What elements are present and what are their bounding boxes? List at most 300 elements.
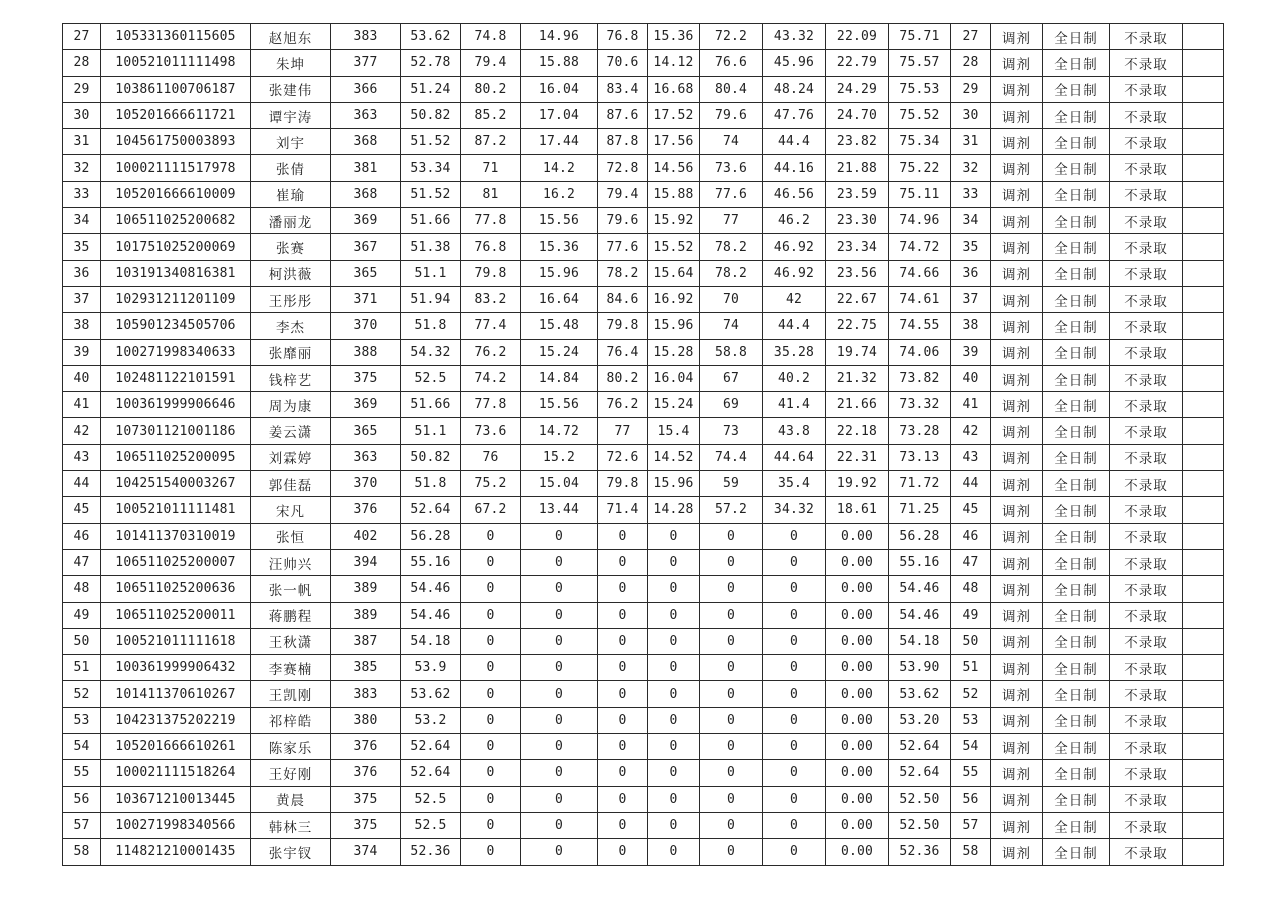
rank-cell: 45 (951, 497, 991, 523)
rank-cell: 52 (951, 681, 991, 707)
seq-cell: 35 (63, 234, 101, 260)
retest-total-cell: 0.00 (826, 786, 889, 812)
retest-total-cell: 0.00 (826, 655, 889, 681)
table-row (63, 444, 1224, 470)
initial-score-cell: 369 (331, 392, 401, 418)
interview-c-cell: 0 (700, 734, 763, 760)
table-row (63, 155, 1224, 181)
interview-c-cell: 0 (700, 707, 763, 733)
seq-cell: 34 (63, 208, 101, 234)
table-row (63, 628, 1224, 654)
interview-a-cell: 0 (461, 549, 521, 575)
interview-b-cell: 87.8 (598, 129, 648, 155)
name-cell: 张宇钗 (251, 839, 331, 865)
interview-c-cell: 0 (700, 812, 763, 838)
interview-a-cell: 83.2 (461, 286, 521, 312)
name-cell: 张赛 (251, 234, 331, 260)
blank-cell (1183, 392, 1224, 418)
result-cell: 不录取 (1110, 102, 1183, 128)
seq-cell: 52 (63, 681, 101, 707)
interview-b-weighted-cell: 15.36 (648, 24, 700, 50)
interview-a-weighted-cell: 15.24 (521, 339, 598, 365)
retest-total-cell: 0.00 (826, 812, 889, 838)
interview-c-weighted-cell: 34.32 (763, 497, 826, 523)
exam-id-cell: 100021111517978 (101, 155, 251, 181)
interview-a-weighted-cell: 15.36 (521, 234, 598, 260)
rank-cell: 54 (951, 734, 991, 760)
name-cell: 赵旭东 (251, 24, 331, 50)
interview-c-weighted-cell: 0 (763, 602, 826, 628)
interview-a-cell: 77.8 (461, 208, 521, 234)
study-mode-cell: 全日制 (1043, 523, 1110, 549)
interview-b-cell: 78.2 (598, 260, 648, 286)
initial-score-cell: 375 (331, 365, 401, 391)
study-mode-cell: 全日制 (1043, 549, 1110, 575)
seq-cell: 45 (63, 497, 101, 523)
interview-a-cell: 76.8 (461, 234, 521, 260)
interview-c-weighted-cell: 35.28 (763, 339, 826, 365)
exam-id-cell: 104561750003893 (101, 129, 251, 155)
initial-score-cell: 370 (331, 313, 401, 339)
interview-a-cell: 76 (461, 444, 521, 470)
retest-total-cell: 0.00 (826, 602, 889, 628)
seq-cell: 46 (63, 523, 101, 549)
interview-c-weighted-cell: 0 (763, 734, 826, 760)
table-row (63, 24, 1224, 50)
study-mode-cell: 全日制 (1043, 365, 1110, 391)
interview-c-cell: 0 (700, 523, 763, 549)
rank-cell: 55 (951, 760, 991, 786)
interview-c-cell: 70 (700, 286, 763, 312)
study-mode-cell: 全日制 (1043, 24, 1110, 50)
interview-b-cell: 0 (598, 628, 648, 654)
interview-a-cell: 73.6 (461, 418, 521, 444)
name-cell: 崔瑜 (251, 181, 331, 207)
initial-weighted-cell: 53.34 (401, 155, 461, 181)
retest-total-cell: 0.00 (826, 839, 889, 865)
type-cell: 调剂 (991, 734, 1043, 760)
interview-b-cell: 0 (598, 602, 648, 628)
initial-weighted-cell: 52.64 (401, 760, 461, 786)
initial-score-cell: 375 (331, 786, 401, 812)
interview-a-cell: 74.2 (461, 365, 521, 391)
blank-cell (1183, 707, 1224, 733)
name-cell: 张恒 (251, 523, 331, 549)
final-score-cell: 54.46 (889, 602, 951, 628)
interview-a-cell: 79.4 (461, 50, 521, 76)
interview-a-cell: 0 (461, 655, 521, 681)
retest-total-cell: 23.82 (826, 129, 889, 155)
initial-score-cell: 394 (331, 549, 401, 575)
interview-b-cell: 76.2 (598, 392, 648, 418)
interview-c-cell: 78.2 (700, 234, 763, 260)
table-row (63, 50, 1224, 76)
rank-cell: 33 (951, 181, 991, 207)
interview-b-weighted-cell: 0 (648, 655, 700, 681)
initial-score-cell: 363 (331, 444, 401, 470)
final-score-cell: 74.55 (889, 313, 951, 339)
study-mode-cell: 全日制 (1043, 497, 1110, 523)
type-cell: 调剂 (991, 602, 1043, 628)
interview-b-cell: 70.6 (598, 50, 648, 76)
study-mode-cell: 全日制 (1043, 392, 1110, 418)
name-cell: 韩林三 (251, 812, 331, 838)
interview-b-cell: 72.6 (598, 444, 648, 470)
interview-c-cell: 79.6 (700, 102, 763, 128)
name-cell: 张一帆 (251, 576, 331, 602)
study-mode-cell: 全日制 (1043, 707, 1110, 733)
interview-a-weighted-cell: 0 (521, 523, 598, 549)
retest-total-cell: 24.29 (826, 76, 889, 102)
interview-b-cell: 79.4 (598, 181, 648, 207)
interview-b-weighted-cell: 17.56 (648, 129, 700, 155)
exam-id-cell: 106511025200011 (101, 602, 251, 628)
seq-cell: 32 (63, 155, 101, 181)
rank-cell: 42 (951, 418, 991, 444)
interview-a-cell: 85.2 (461, 102, 521, 128)
initial-weighted-cell: 51.52 (401, 181, 461, 207)
final-score-cell: 54.46 (889, 576, 951, 602)
study-mode-cell: 全日制 (1043, 444, 1110, 470)
type-cell: 调剂 (991, 129, 1043, 155)
table-row (63, 313, 1224, 339)
interview-c-cell: 74.4 (700, 444, 763, 470)
initial-score-cell: 369 (331, 208, 401, 234)
type-cell: 调剂 (991, 234, 1043, 260)
interview-a-cell: 71 (461, 155, 521, 181)
exam-id-cell: 105901234505706 (101, 313, 251, 339)
interview-b-cell: 0 (598, 655, 648, 681)
name-cell: 李杰 (251, 313, 331, 339)
exam-id-cell: 102931211201109 (101, 286, 251, 312)
result-cell: 不录取 (1110, 234, 1183, 260)
study-mode-cell: 全日制 (1043, 286, 1110, 312)
exam-id-cell: 101751025200069 (101, 234, 251, 260)
type-cell: 调剂 (991, 655, 1043, 681)
result-cell: 不录取 (1110, 681, 1183, 707)
interview-b-weighted-cell: 14.52 (648, 444, 700, 470)
interview-b-cell: 72.8 (598, 155, 648, 181)
retest-total-cell: 0.00 (826, 734, 889, 760)
type-cell: 调剂 (991, 418, 1043, 444)
rank-cell: 28 (951, 50, 991, 76)
interview-a-cell: 0 (461, 602, 521, 628)
result-cell: 不录取 (1110, 444, 1183, 470)
type-cell: 调剂 (991, 339, 1043, 365)
name-cell: 谭宇涛 (251, 102, 331, 128)
initial-score-cell: 381 (331, 155, 401, 181)
seq-cell: 37 (63, 286, 101, 312)
name-cell: 李赛楠 (251, 655, 331, 681)
interview-a-cell: 74.8 (461, 24, 521, 50)
retest-total-cell: 23.30 (826, 208, 889, 234)
seq-cell: 56 (63, 786, 101, 812)
interview-c-weighted-cell: 46.92 (763, 234, 826, 260)
seq-cell: 57 (63, 812, 101, 838)
interview-b-weighted-cell: 15.96 (648, 313, 700, 339)
blank-cell (1183, 628, 1224, 654)
initial-score-cell: 370 (331, 471, 401, 497)
rank-cell: 46 (951, 523, 991, 549)
interview-a-weighted-cell: 15.48 (521, 313, 598, 339)
result-cell: 不录取 (1110, 24, 1183, 50)
seq-cell: 40 (63, 365, 101, 391)
seq-cell: 39 (63, 339, 101, 365)
interview-b-cell: 0 (598, 760, 648, 786)
result-cell: 不录取 (1110, 812, 1183, 838)
final-score-cell: 75.71 (889, 24, 951, 50)
rank-cell: 58 (951, 839, 991, 865)
initial-weighted-cell: 52.5 (401, 812, 461, 838)
interview-b-cell: 0 (598, 681, 648, 707)
interview-c-weighted-cell: 46.56 (763, 181, 826, 207)
seq-cell: 51 (63, 655, 101, 681)
interview-b-cell: 79.8 (598, 313, 648, 339)
seq-cell: 31 (63, 129, 101, 155)
initial-weighted-cell: 54.46 (401, 602, 461, 628)
name-cell: 张倩 (251, 155, 331, 181)
score-table-sheet (62, 23, 1223, 866)
interview-c-cell: 0 (700, 628, 763, 654)
type-cell: 调剂 (991, 24, 1043, 50)
blank-cell (1183, 286, 1224, 312)
type-cell: 调剂 (991, 812, 1043, 838)
interview-c-cell: 72.2 (700, 24, 763, 50)
interview-b-cell: 71.4 (598, 497, 648, 523)
study-mode-cell: 全日制 (1043, 655, 1110, 681)
interview-c-cell: 77 (700, 208, 763, 234)
exam-id-cell: 103191340816381 (101, 260, 251, 286)
initial-weighted-cell: 53.9 (401, 655, 461, 681)
interview-b-weighted-cell: 0 (648, 839, 700, 865)
seq-cell: 50 (63, 628, 101, 654)
blank-cell (1183, 365, 1224, 391)
seq-cell: 55 (63, 760, 101, 786)
result-cell: 不录取 (1110, 471, 1183, 497)
initial-weighted-cell: 51.94 (401, 286, 461, 312)
interview-c-cell: 0 (700, 576, 763, 602)
exam-id-cell: 100021111518264 (101, 760, 251, 786)
interview-a-cell: 81 (461, 181, 521, 207)
initial-score-cell: 380 (331, 707, 401, 733)
final-score-cell: 53.20 (889, 707, 951, 733)
initial-score-cell: 375 (331, 812, 401, 838)
interview-a-cell: 0 (461, 523, 521, 549)
blank-cell (1183, 734, 1224, 760)
interview-c-cell: 0 (700, 786, 763, 812)
blank-cell (1183, 602, 1224, 628)
final-score-cell: 73.82 (889, 365, 951, 391)
name-cell: 朱坤 (251, 50, 331, 76)
table-row (63, 760, 1224, 786)
initial-weighted-cell: 52.5 (401, 365, 461, 391)
interview-b-cell: 0 (598, 523, 648, 549)
interview-b-cell: 0 (598, 786, 648, 812)
interview-a-weighted-cell: 14.96 (521, 24, 598, 50)
interview-a-weighted-cell: 16.64 (521, 286, 598, 312)
result-cell: 不录取 (1110, 313, 1183, 339)
study-mode-cell: 全日制 (1043, 812, 1110, 838)
initial-weighted-cell: 50.82 (401, 102, 461, 128)
result-cell: 不录取 (1110, 286, 1183, 312)
interview-a-weighted-cell: 16.2 (521, 181, 598, 207)
interview-b-cell: 77.6 (598, 234, 648, 260)
rank-cell: 39 (951, 339, 991, 365)
interview-a-cell: 67.2 (461, 497, 521, 523)
interview-b-cell: 0 (598, 576, 648, 602)
type-cell: 调剂 (991, 286, 1043, 312)
result-cell: 不录取 (1110, 50, 1183, 76)
seq-cell: 29 (63, 76, 101, 102)
table-row (63, 523, 1224, 549)
final-score-cell: 52.50 (889, 786, 951, 812)
retest-total-cell: 22.18 (826, 418, 889, 444)
interview-c-cell: 0 (700, 602, 763, 628)
interview-c-weighted-cell: 0 (763, 549, 826, 575)
interview-c-weighted-cell: 43.32 (763, 24, 826, 50)
interview-a-weighted-cell: 0 (521, 839, 598, 865)
blank-cell (1183, 839, 1224, 865)
initial-weighted-cell: 51.8 (401, 471, 461, 497)
initial-score-cell: 387 (331, 628, 401, 654)
interview-a-weighted-cell: 14.2 (521, 155, 598, 181)
exam-id-cell: 114821210001435 (101, 839, 251, 865)
result-cell: 不录取 (1110, 549, 1183, 575)
exam-id-cell: 100521011111481 (101, 497, 251, 523)
seq-cell: 30 (63, 102, 101, 128)
table-row (63, 129, 1224, 155)
interview-a-weighted-cell: 17.04 (521, 102, 598, 128)
final-score-cell: 74.61 (889, 286, 951, 312)
study-mode-cell: 全日制 (1043, 208, 1110, 234)
interview-a-cell: 79.8 (461, 260, 521, 286)
interview-c-weighted-cell: 40.2 (763, 365, 826, 391)
retest-total-cell: 22.75 (826, 313, 889, 339)
final-score-cell: 53.62 (889, 681, 951, 707)
final-score-cell: 71.72 (889, 471, 951, 497)
result-cell: 不录取 (1110, 418, 1183, 444)
name-cell: 张靡丽 (251, 339, 331, 365)
interview-c-cell: 77.6 (700, 181, 763, 207)
blank-cell (1183, 24, 1224, 50)
initial-weighted-cell: 51.66 (401, 392, 461, 418)
interview-c-weighted-cell: 35.4 (763, 471, 826, 497)
exam-id-cell: 105331360115605 (101, 24, 251, 50)
interview-c-weighted-cell: 45.96 (763, 50, 826, 76)
result-cell: 不录取 (1110, 392, 1183, 418)
interview-a-weighted-cell: 13.44 (521, 497, 598, 523)
name-cell: 陈家乐 (251, 734, 331, 760)
initial-score-cell: 383 (331, 24, 401, 50)
interview-b-cell: 0 (598, 707, 648, 733)
initial-score-cell: 368 (331, 129, 401, 155)
seq-cell: 47 (63, 549, 101, 575)
study-mode-cell: 全日制 (1043, 471, 1110, 497)
exam-id-cell: 100521011111618 (101, 628, 251, 654)
blank-cell (1183, 523, 1224, 549)
interview-b-cell: 79.8 (598, 471, 648, 497)
exam-id-cell: 103671210013445 (101, 786, 251, 812)
seq-cell: 38 (63, 313, 101, 339)
interview-c-weighted-cell: 46.92 (763, 260, 826, 286)
table-row (63, 812, 1224, 838)
retest-total-cell: 19.74 (826, 339, 889, 365)
table-body (63, 24, 1224, 866)
initial-score-cell: 365 (331, 260, 401, 286)
exam-id-cell: 106511025200007 (101, 549, 251, 575)
blank-cell (1183, 181, 1224, 207)
final-score-cell: 75.53 (889, 76, 951, 102)
initial-weighted-cell: 54.32 (401, 339, 461, 365)
interview-c-cell: 67 (700, 365, 763, 391)
retest-total-cell: 22.67 (826, 286, 889, 312)
seq-cell: 41 (63, 392, 101, 418)
interview-a-weighted-cell: 0 (521, 734, 598, 760)
final-score-cell: 52.36 (889, 839, 951, 865)
interview-a-cell: 0 (461, 681, 521, 707)
blank-cell (1183, 339, 1224, 365)
seq-cell: 54 (63, 734, 101, 760)
initial-weighted-cell: 51.38 (401, 234, 461, 260)
initial-weighted-cell: 51.66 (401, 208, 461, 234)
rank-cell: 41 (951, 392, 991, 418)
initial-score-cell: 363 (331, 102, 401, 128)
rank-cell: 48 (951, 576, 991, 602)
blank-cell (1183, 681, 1224, 707)
initial-weighted-cell: 52.36 (401, 839, 461, 865)
interview-a-weighted-cell: 0 (521, 707, 598, 733)
study-mode-cell: 全日制 (1043, 313, 1110, 339)
final-score-cell: 71.25 (889, 497, 951, 523)
interview-c-cell: 80.4 (700, 76, 763, 102)
interview-c-cell: 58.8 (700, 339, 763, 365)
final-score-cell: 75.57 (889, 50, 951, 76)
retest-total-cell: 0.00 (826, 760, 889, 786)
initial-weighted-cell: 52.64 (401, 497, 461, 523)
initial-score-cell: 383 (331, 681, 401, 707)
interview-b-weighted-cell: 0 (648, 602, 700, 628)
type-cell: 调剂 (991, 313, 1043, 339)
interview-c-weighted-cell: 43.8 (763, 418, 826, 444)
type-cell: 调剂 (991, 444, 1043, 470)
table-row (63, 418, 1224, 444)
initial-weighted-cell: 55.16 (401, 549, 461, 575)
interview-b-weighted-cell: 0 (648, 628, 700, 654)
interview-b-cell: 0 (598, 839, 648, 865)
table-row (63, 286, 1224, 312)
seq-cell: 33 (63, 181, 101, 207)
interview-c-weighted-cell: 0 (763, 839, 826, 865)
interview-b-weighted-cell: 14.12 (648, 50, 700, 76)
interview-c-weighted-cell: 0 (763, 576, 826, 602)
blank-cell (1183, 497, 1224, 523)
final-score-cell: 52.64 (889, 760, 951, 786)
study-mode-cell: 全日制 (1043, 602, 1110, 628)
interview-a-cell: 77.4 (461, 313, 521, 339)
interview-a-weighted-cell: 14.84 (521, 365, 598, 391)
retest-total-cell: 0.00 (826, 576, 889, 602)
interview-a-cell: 0 (461, 734, 521, 760)
initial-score-cell: 385 (331, 655, 401, 681)
table-row (63, 839, 1224, 865)
interview-a-cell: 87.2 (461, 129, 521, 155)
study-mode-cell: 全日制 (1043, 76, 1110, 102)
type-cell: 调剂 (991, 497, 1043, 523)
exam-id-cell: 101411370610267 (101, 681, 251, 707)
initial-weighted-cell: 51.1 (401, 418, 461, 444)
blank-cell (1183, 418, 1224, 444)
result-cell: 不录取 (1110, 839, 1183, 865)
